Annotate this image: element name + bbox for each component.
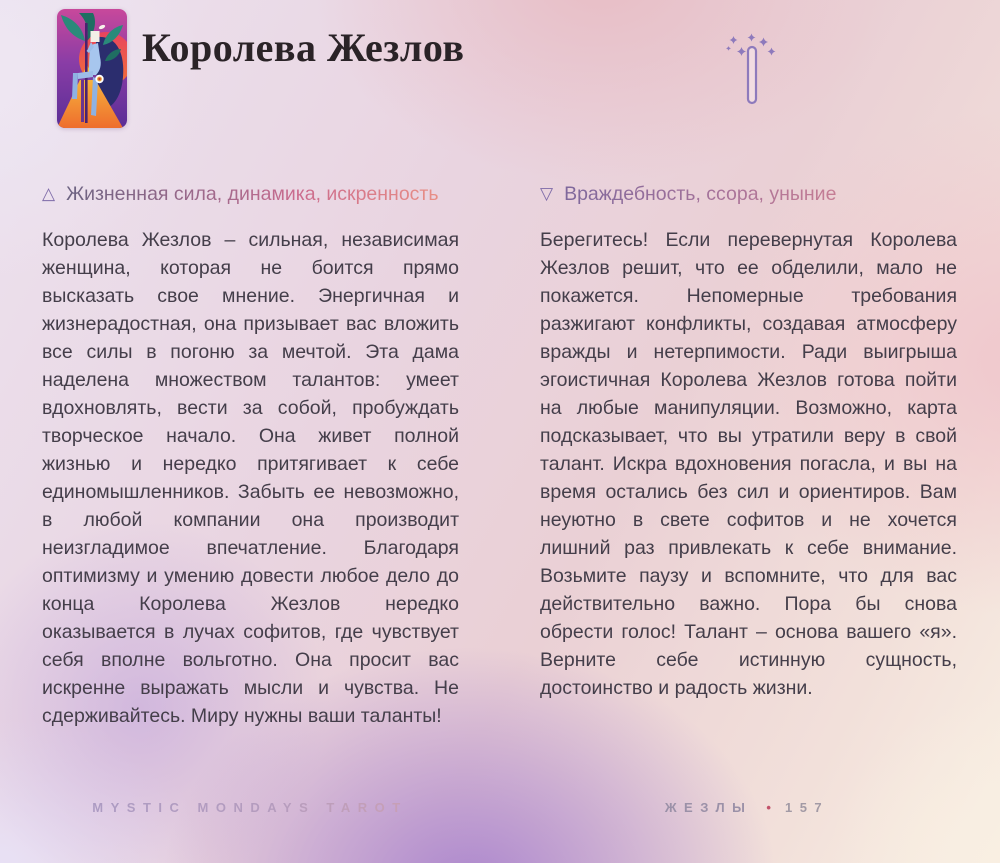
- tarot-card-art: [57, 9, 127, 128]
- footer-book-title: MYSTIC MONDAYS TAROT: [0, 800, 500, 815]
- upright-description: Королева Жезлов – сильная, независимая женщина, которая не боится прямо высказать свое мнение. Энергичная и жизнерадостная, она призывает вас вложить все силы в погоню за мечтой. Эта дама наделена множеством талантов: умеет вдохновлять, вести за собой, пробуждать творческое начало. Она живет полной жизнью и нередко притягивает к себе единомышленников. Забыть ее невозможно, в любой компании она производит неизгладимое впечатление. Благодаря оптимизму и умению довести любое дело до конца Королева Жезлов нередко оказывается в лучах софитов, где чувствует себя вполне вольготно. Она просит вас искренне выражать мысли и чувства. Не сдерживайтесь. Миру нужны ваши таланты!: [42, 229, 459, 727]
- footer-page-info: [537, 800, 957, 815]
- page-title: Королева Жезлов: [142, 25, 465, 70]
- reversed-keywords-line: [540, 181, 957, 207]
- upright-keywords: Жизненная сила, динамика, искренность: [66, 183, 439, 205]
- reversed-triangle-icon: ▽: [540, 184, 554, 203]
- footer-separator-dot: •: [766, 800, 771, 815]
- reversed-keywords: Враждебность, ссора, уныние: [564, 183, 837, 205]
- upright-triangle-icon: △: [42, 184, 56, 203]
- upright-section: [42, 181, 459, 730]
- reversed-section: [540, 181, 957, 730]
- reversed-description: Берегитесь! Если перевернутая Королева Жезлов решит, что ее обделили, мало не покажется. Непомерные требования разжигают конфликты, создавая атмосферу вражды и нетерпимости. Ради выигрыша эгоистичная Королева Жезлов готова пойти на любые манипуляции. Возможно, карта подсказывает, что вы утратили веру в свой талант. Искра вдохновения погасла, и вы на время остались без сил и ориентиров. Вам неуютно в свете софитов и не хочется лишний раз привлекать к себе внимание. Возьмите паузу и вспомните, что для вас действительно важно. Пора бы снова обрести голос! Талант – основа вашего «я». Верните себе истинную сущность, достоинство и радость жизни.: [540, 229, 957, 699]
- upright-keywords-line: [42, 181, 459, 207]
- footer-suit-label: ЖЕЗЛЫ: [664, 800, 753, 815]
- footer-page-number: 157: [784, 800, 830, 815]
- queen-of-wands-card-illustration: [57, 9, 127, 128]
- page-footer: [0, 800, 1000, 822]
- magic-wand-sparkles-icon: [722, 33, 784, 113]
- content-columns: [42, 181, 958, 730]
